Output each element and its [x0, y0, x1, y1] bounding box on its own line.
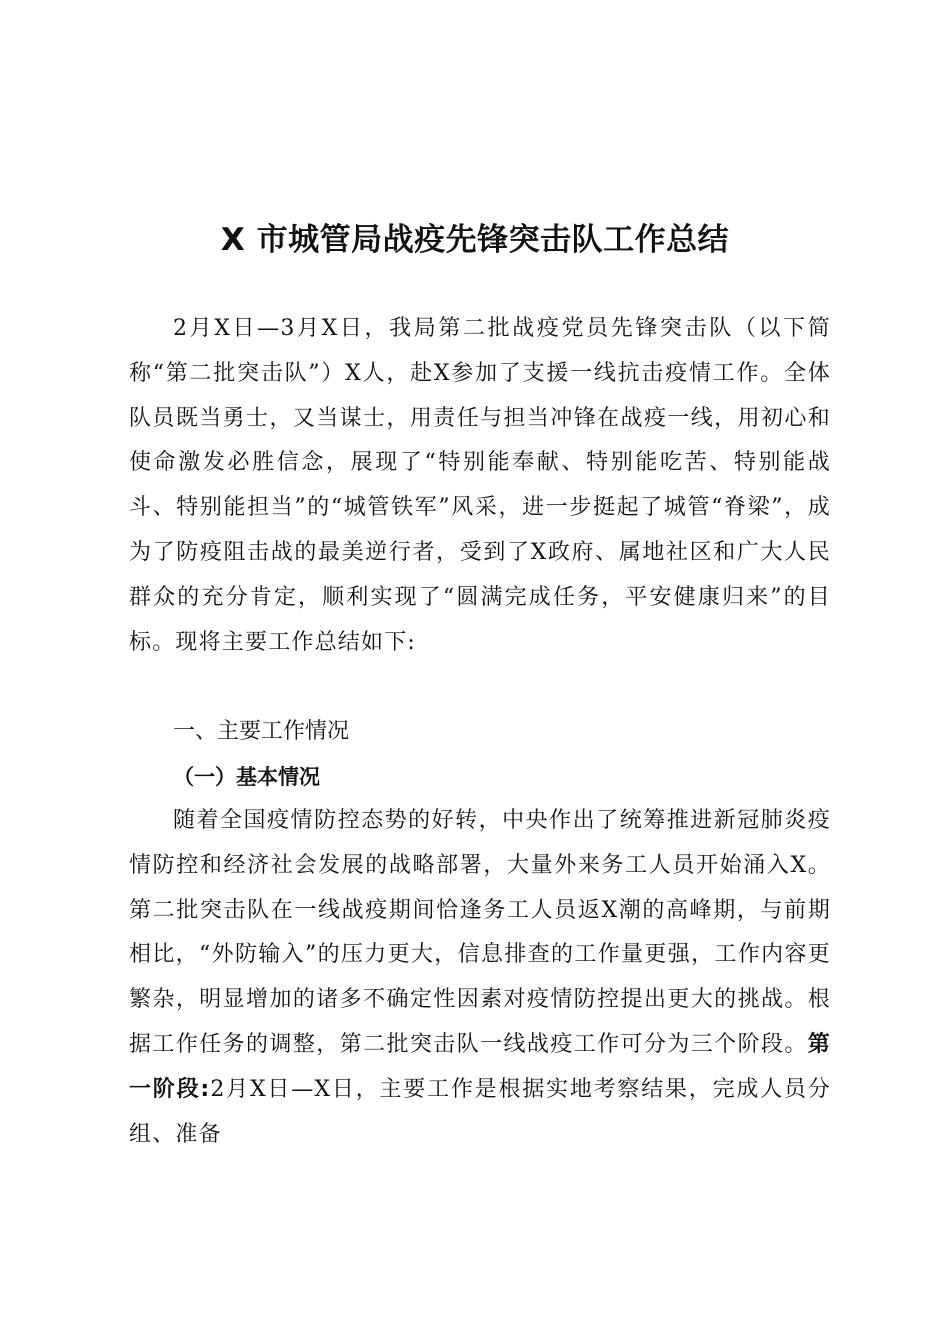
stage-one-text: 2月X日—X日，主要工作是根据实地考察结果，完成人员分组、准备 [129, 1076, 831, 1147]
stage-one-label: 第一阶段: [129, 1031, 831, 1102]
intro-paragraph: 2月X日—3月X日，我局第二批战疫党员先锋突击队（以下简称“第二批突击队”）X人，赴X参加了支援一线抗击疫情工作。全体队员既当勇士，又当谋士，用责任与担当冲锋在战疫一线，用初心和使命激发必胜信念，展现了“特别能奉献、特别能吃苦、特别能战斗、特别能担当”的“城管铁军”风采，进一步挺起了城管“脊梁”，成为了防疫阻击战的最美逆行者，受到了X政府、属地社区和广大人民群众的充分肯定，顺利实现了“圆满完成任务，平安健康归来”的目标。现将主要工作总结如下: [129, 316, 831, 655]
document-title: X 市城管局战疫先锋突击队工作总结 [220, 222, 730, 258]
section-heading: 一、主要工作情况 [173, 719, 350, 744]
subsection-heading: （一）基本情况 [173, 765, 320, 789]
basic-paragraph-main-text: 随着全国疫情防控态势的好转，中央作出了统筹推进新冠肺炎疫情防控和经济社会发展的战略部署，大量外来务工人员开始涌入X。第二批突击队在一线战疫期间恰逢务工人员返X潮的高峰期，与前期相比，“外防输入”的压力更大，信息排查的工作量更强，工作内容更繁杂，明显增加的诸多不确定性因素对疫情防控提出更大的挑战。根据工作任务的调整，第二批突击队一线战疫工作可分为三个阶段。 [129, 808, 831, 1057]
basic-situation-paragraph [129, 799, 831, 1157]
